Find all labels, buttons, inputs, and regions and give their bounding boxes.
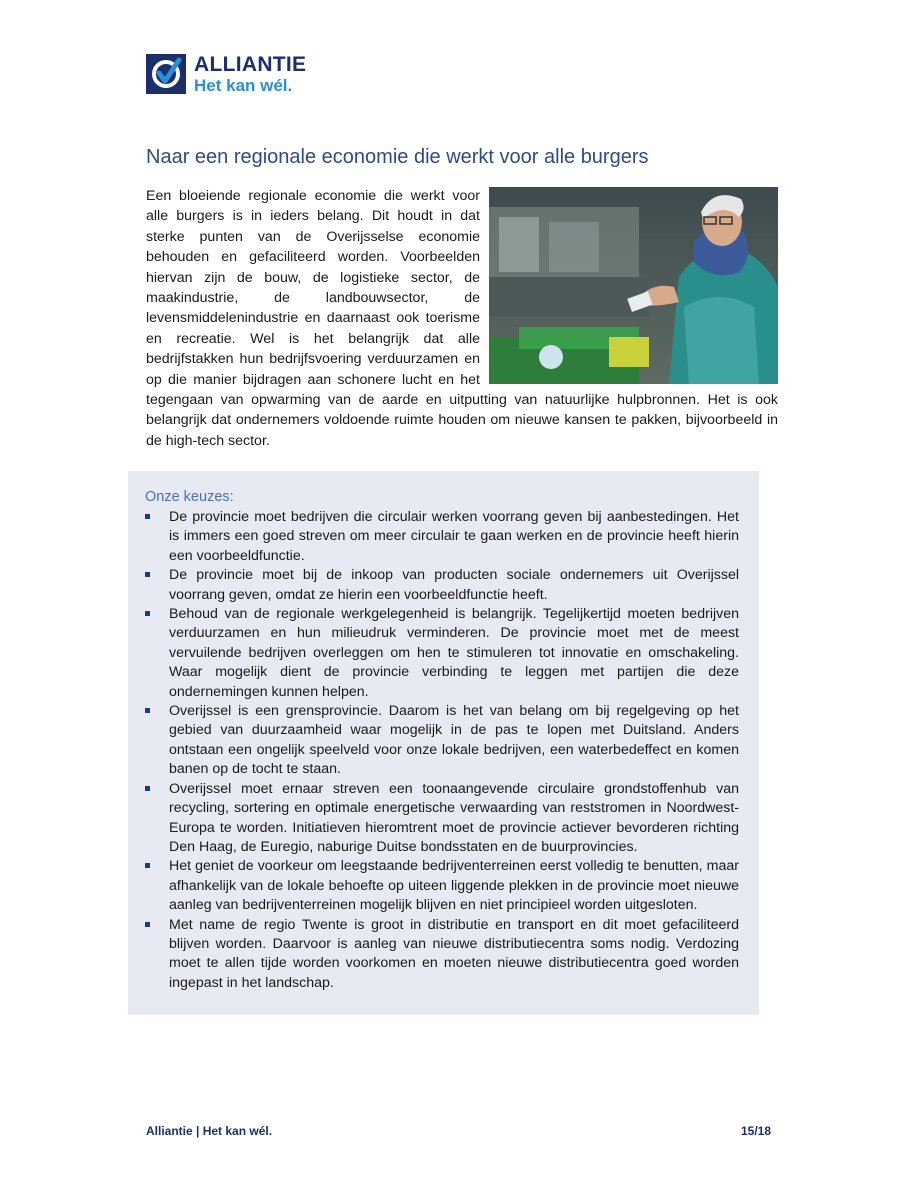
list-item	[145, 566, 739, 605]
page-number: 15/18	[741, 1124, 772, 1138]
section-heading: Naar een regionale economie die werkt voor alle burgers	[146, 146, 649, 168]
bullet-icon	[145, 863, 150, 868]
checkmark-logo-icon	[146, 54, 186, 94]
logo-name: ALLIANTIE	[194, 53, 307, 76]
choices-panel	[128, 471, 759, 1015]
bullet-icon	[145, 514, 150, 519]
bullet-icon	[145, 611, 150, 616]
list-item-text: Overijssel moet ernaar streven een toonaangevende circulaire grondstoffenhub van recycling, sortering en optimale energetische verwaarding van reststromen in Noordwest-Europa te worden. Initiatieven hieromtrent moet de provincie actiever bevorderen richting Den Haag, de Euregio, naburige Duitse bondsstaten en de buurprovincies.	[169, 780, 739, 855]
list-item-text: De provincie moet bij de inkoop van producten sociale ondernemers uit Overijssel voorrang geven, omdat ze hierin een voorbeeldfunctie heeft.	[169, 567, 739, 603]
list-item	[145, 508, 739, 566]
list-item	[145, 780, 739, 858]
list-item-text: De provincie moet bedrijven die circulair werken voorrang geven bij aanbestedingen. Het is immers een goed streven om meer circulair te gaan werken en de provincie heeft hierin een voorbeeldfunctie.	[169, 509, 739, 564]
choices-list	[145, 508, 739, 993]
list-item-text: Met name de regio Twente is groot in distributie en transport en dit moet gefaciliteerd blijven worden. Daarvoor is aanleg van nieuwe distributiecentra soms nodig. Verdozing moet te allen tijde worden voorkomen en moeten nieuwe distributiecentra goed worden ingepast in het landschap.	[169, 916, 739, 991]
list-item	[145, 702, 739, 780]
bullet-icon	[145, 786, 150, 791]
supermarket-woman-photo	[489, 187, 778, 384]
intro-text: Een bloeiende regionale economie die werkt voor alle burgers is in ieders belang. Dit houdt in dat sterke punten van de Overijsselse economie behouden en gefaciliteerd worden. Voorbeelden hiervan zijn de bouw, de logistieke sector, de maakindustrie, de landbouwsector, de levensmiddelenindustrie en daarnaast ook toerisme en recreatie. Wel is het belangrijk dat alle bedrijfstakken hun bedrijfsvoering verduurzamen en op die manier bijdragen aan schonere lucht en het tegengaan van opwarming van de aarde en uitputting van natuurlijke hulpbronnen. Het is ook belangrijk dat ondernemers voldoende ruimte houden om nieuwe kansen te pakken, bijvoorbeeld in de high-tech sector.	[146, 188, 778, 449]
list-item-text: Overijssel is een grensprovincie. Daarom is het van belang om bij regelgeving op het gebied van duurzaamheid waar mogelijk in de pas te lopen met Duitsland. Anders ontstaan een ongelijk speelveld voor onze lokale bedrijven, een waterbedeffect en komen banen op de tocht te staan.	[169, 703, 739, 778]
bullet-icon	[145, 922, 150, 927]
logo-tagline: Het kan wél.	[194, 76, 293, 95]
footer-brand: Alliantie | Het kan wél.	[146, 1124, 273, 1138]
alliantie-logo	[146, 52, 306, 96]
bullet-icon	[145, 572, 150, 577]
list-item	[145, 857, 739, 915]
list-item-text: Het geniet de voorkeur om leegstaande bedrijventerreinen eerst volledig te benutten, maar afhankelijk van de lokale behoefte op uiteen liggende plekken in de provincie moet nieuwe aanleg van bedrijventerreinen mogelijk blijven en niet principieel worden uitgesloten.	[169, 858, 739, 914]
choices-title: Onze keuzes:	[145, 489, 234, 505]
bullet-icon	[145, 708, 150, 713]
list-item	[145, 605, 739, 702]
list-item-text: Behoud van de regionale werkgelegenheid is belangrijk. Tegelijkertijd moeten bedrijven verduurzamen en hun milieudruk verminderen. De provincie moet met de meest vervuilende bedrijven overleggen om hen te stimuleren tot innovatie en omschakeling. Waar mogelijk dient de provincie verbinding te leggen met partijen die deze ondernemingen kunnen helpen.	[169, 606, 739, 700]
list-item	[145, 916, 739, 994]
